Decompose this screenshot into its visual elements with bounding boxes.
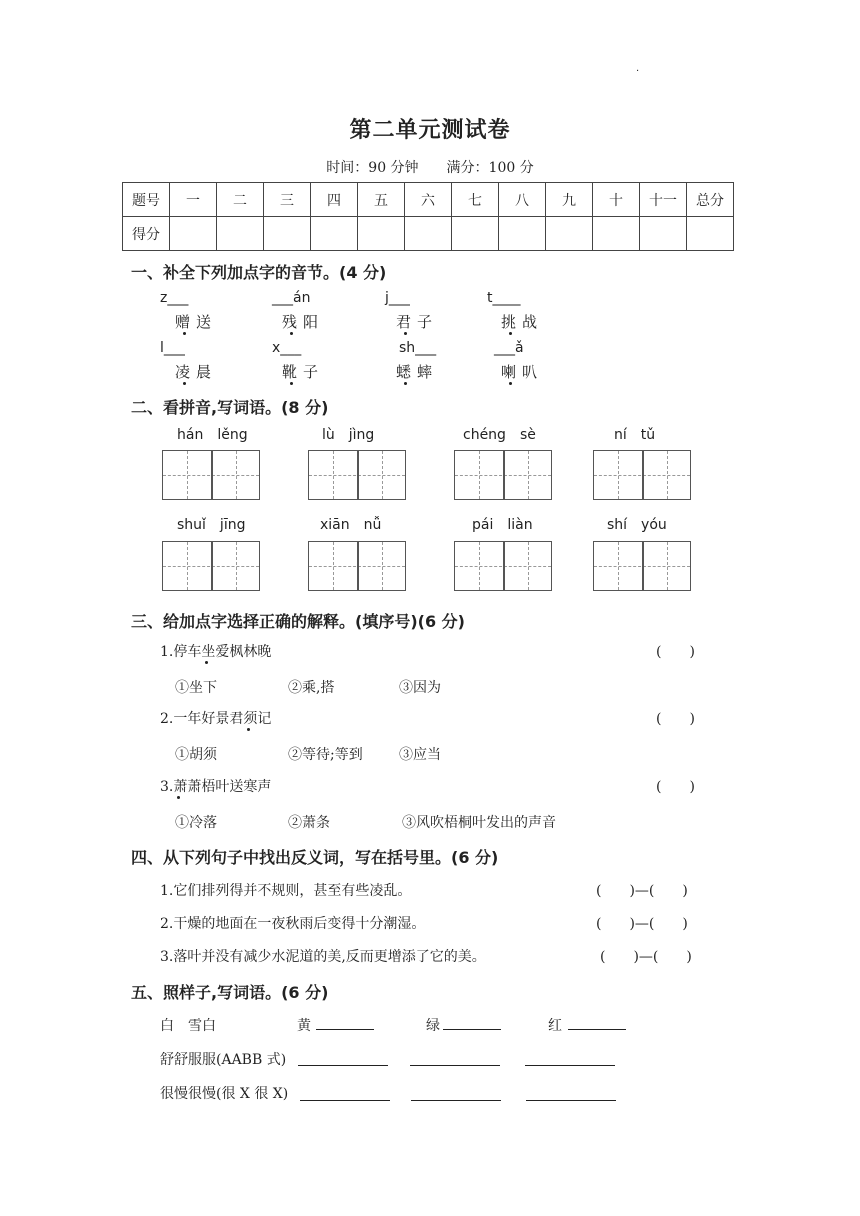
- writing-grid[interactable]: [308, 541, 406, 591]
- table-cell: 总分: [687, 183, 734, 217]
- table-cell: 七: [452, 183, 499, 217]
- table-cell: 二: [217, 183, 264, 217]
- word: [175, 361, 217, 382]
- section-1-heading: 一、补全下列加点字的音节。(4 分): [131, 263, 387, 282]
- option: ①坐下: [175, 680, 217, 696]
- pinyin-blank[interactable]: j___: [385, 290, 410, 306]
- answer-line[interactable]: [410, 1065, 500, 1066]
- writing-grid[interactable]: [162, 450, 260, 500]
- char: 阳: [303, 313, 325, 331]
- answer-line[interactable]: [443, 1029, 501, 1030]
- pinyin-label: lù jìng: [322, 427, 375, 443]
- writing-grid[interactable]: [162, 541, 260, 591]
- text: 记: [257, 711, 272, 727]
- option: ②萧条: [288, 815, 330, 831]
- answer-paren[interactable]: ( ): [656, 779, 695, 795]
- table-cell: 五: [358, 183, 405, 217]
- dotted-char: 须: [243, 711, 258, 727]
- antonym-answer[interactable]: ( )—( ): [596, 883, 688, 899]
- dotted-char: 靴: [282, 363, 304, 381]
- score-table: [122, 182, 734, 251]
- text: 爱枫林晚: [215, 644, 272, 660]
- answer-line[interactable]: [526, 1100, 616, 1101]
- color-char: 黄: [297, 1018, 311, 1034]
- section-2-heading: 二、看拼音,写词语。(8 分): [131, 398, 329, 417]
- score-cell[interactable]: [640, 217, 687, 251]
- text: 1.停车: [160, 644, 202, 660]
- color-char: 红: [548, 1018, 562, 1034]
- section-3-heading: 三、给加点字选择正确的解释。(填序号)(6 分): [131, 612, 465, 631]
- table-cell: 三: [264, 183, 311, 217]
- pinyin-blank[interactable]: z___: [160, 290, 189, 306]
- table-cell: 十: [593, 183, 640, 217]
- example-text: 白 雪白: [160, 1018, 216, 1034]
- score-cell[interactable]: [405, 217, 452, 251]
- pinyin-blank[interactable]: l___: [160, 340, 185, 356]
- pinyin-label: ní tǔ: [614, 427, 656, 443]
- sentence: 2.干燥的地面在一夜秋雨后变得十分潮湿。: [160, 916, 426, 932]
- text: 2.一年好景君: [160, 711, 244, 727]
- question-text: [160, 641, 271, 661]
- pinyin-label: pái liàn: [472, 517, 533, 533]
- page-title: 第二单元测试卷: [349, 118, 511, 143]
- score-cell[interactable]: [170, 217, 217, 251]
- table-cell: 得分: [123, 217, 170, 251]
- option: ③应当: [399, 747, 441, 763]
- dotted-char: 君: [396, 313, 418, 331]
- writing-grid[interactable]: [593, 541, 691, 591]
- option: ①冷落: [175, 815, 217, 831]
- antonym-answer[interactable]: ( )—( ): [600, 949, 692, 965]
- table-cell: 题号: [123, 183, 170, 217]
- option: ③因为: [399, 680, 441, 696]
- pinyin-label: chéng sè: [463, 427, 536, 443]
- dotted-char: 残: [282, 313, 304, 331]
- question-text: [160, 776, 271, 796]
- char: 叭: [522, 363, 544, 381]
- color-char: 绿: [426, 1018, 440, 1034]
- table-cell: 四: [311, 183, 358, 217]
- char: 晨: [196, 363, 218, 381]
- char: 战: [522, 313, 544, 331]
- option: ③风吹梧桐叶发出的声音: [402, 815, 556, 831]
- char: 子: [417, 313, 439, 331]
- score-table-score-row: [123, 217, 734, 251]
- question-text: [160, 708, 271, 728]
- word: [396, 361, 438, 382]
- answer-line[interactable]: [568, 1029, 626, 1030]
- writing-grid[interactable]: [454, 541, 552, 591]
- char: 蟀: [417, 363, 439, 381]
- score-cell[interactable]: [546, 217, 593, 251]
- char: 送: [196, 313, 218, 331]
- score-cell[interactable]: [687, 217, 734, 251]
- answer-paren[interactable]: ( ): [656, 711, 695, 727]
- writing-grid[interactable]: [593, 450, 691, 500]
- word: [501, 311, 543, 332]
- table-cell: 六: [405, 183, 452, 217]
- answer-line[interactable]: [298, 1065, 388, 1066]
- answer-paren[interactable]: ( ): [656, 644, 695, 660]
- dotted-char: 喇: [501, 363, 523, 381]
- antonym-answer[interactable]: ( )—( ): [596, 916, 688, 932]
- word: [175, 311, 217, 332]
- writing-grid[interactable]: [308, 450, 406, 500]
- corner-mark: ·: [636, 66, 640, 77]
- pinyin-label: xiān nǚ: [320, 517, 382, 533]
- table-cell: 一: [170, 183, 217, 217]
- section-5-heading: 五、照样子,写词语。(6 分): [131, 983, 329, 1002]
- word: [282, 361, 324, 382]
- score-cell[interactable]: [311, 217, 358, 251]
- dotted-char: 赠: [175, 313, 197, 331]
- dotted-char: 蟋: [396, 363, 418, 381]
- answer-line[interactable]: [316, 1029, 374, 1030]
- exam-info: 时间：90 分钟 满分：100 分: [326, 160, 534, 176]
- score-cell[interactable]: [499, 217, 546, 251]
- dotted-char: 挑: [501, 313, 523, 331]
- score-cell[interactable]: [264, 217, 311, 251]
- word: [501, 361, 543, 382]
- writing-grid[interactable]: [454, 450, 552, 500]
- score-cell[interactable]: [358, 217, 405, 251]
- pinyin-blank[interactable]: ___án: [272, 290, 311, 306]
- char: 子: [303, 363, 325, 381]
- text: 萧梧叶送寒声: [187, 779, 272, 795]
- option: ①胡须: [175, 747, 217, 763]
- pinyin-label: hán lěng: [177, 427, 248, 443]
- table-cell: 十一: [640, 183, 687, 217]
- pinyin-label: shuǐ jīng: [177, 517, 246, 533]
- sentence: 3.落叶并没有减少水泥道的美,反而更增添了它的美。: [160, 949, 486, 965]
- dotted-char: 坐: [201, 644, 216, 660]
- answer-line[interactable]: [411, 1100, 501, 1101]
- dotted-char: 萧: [173, 779, 188, 795]
- text: 3.: [160, 779, 174, 795]
- pinyin-blank[interactable]: t____: [487, 290, 521, 306]
- pinyin-blank[interactable]: sh___: [399, 340, 437, 356]
- pattern-label: 很慢很慢(很 X 很 X): [160, 1086, 289, 1102]
- answer-line[interactable]: [525, 1065, 615, 1066]
- answer-line[interactable]: [300, 1100, 390, 1101]
- pattern-label: 舒舒服服(AABB 式): [160, 1052, 287, 1068]
- table-cell: 九: [546, 183, 593, 217]
- score-table-header-row: [123, 183, 734, 217]
- table-cell: 八: [499, 183, 546, 217]
- dotted-char: 凌: [175, 363, 197, 381]
- score-cell[interactable]: [593, 217, 640, 251]
- word: [282, 311, 324, 332]
- pinyin-label: shí yóu: [607, 517, 667, 533]
- word: [396, 311, 438, 332]
- score-cell[interactable]: [217, 217, 264, 251]
- pinyin-blank[interactable]: x___: [272, 340, 302, 356]
- sentence: 1.它们排列得并不规则，甚至有些凌乱。: [160, 883, 412, 899]
- score-cell[interactable]: [452, 217, 499, 251]
- section-4-heading: 四、从下列句子中找出反义词，写在括号里。(6 分): [131, 848, 499, 867]
- pinyin-blank[interactable]: ___ǎ: [494, 340, 524, 356]
- option: ②乘,搭: [288, 680, 335, 696]
- option: ②等待;等到: [288, 747, 363, 763]
